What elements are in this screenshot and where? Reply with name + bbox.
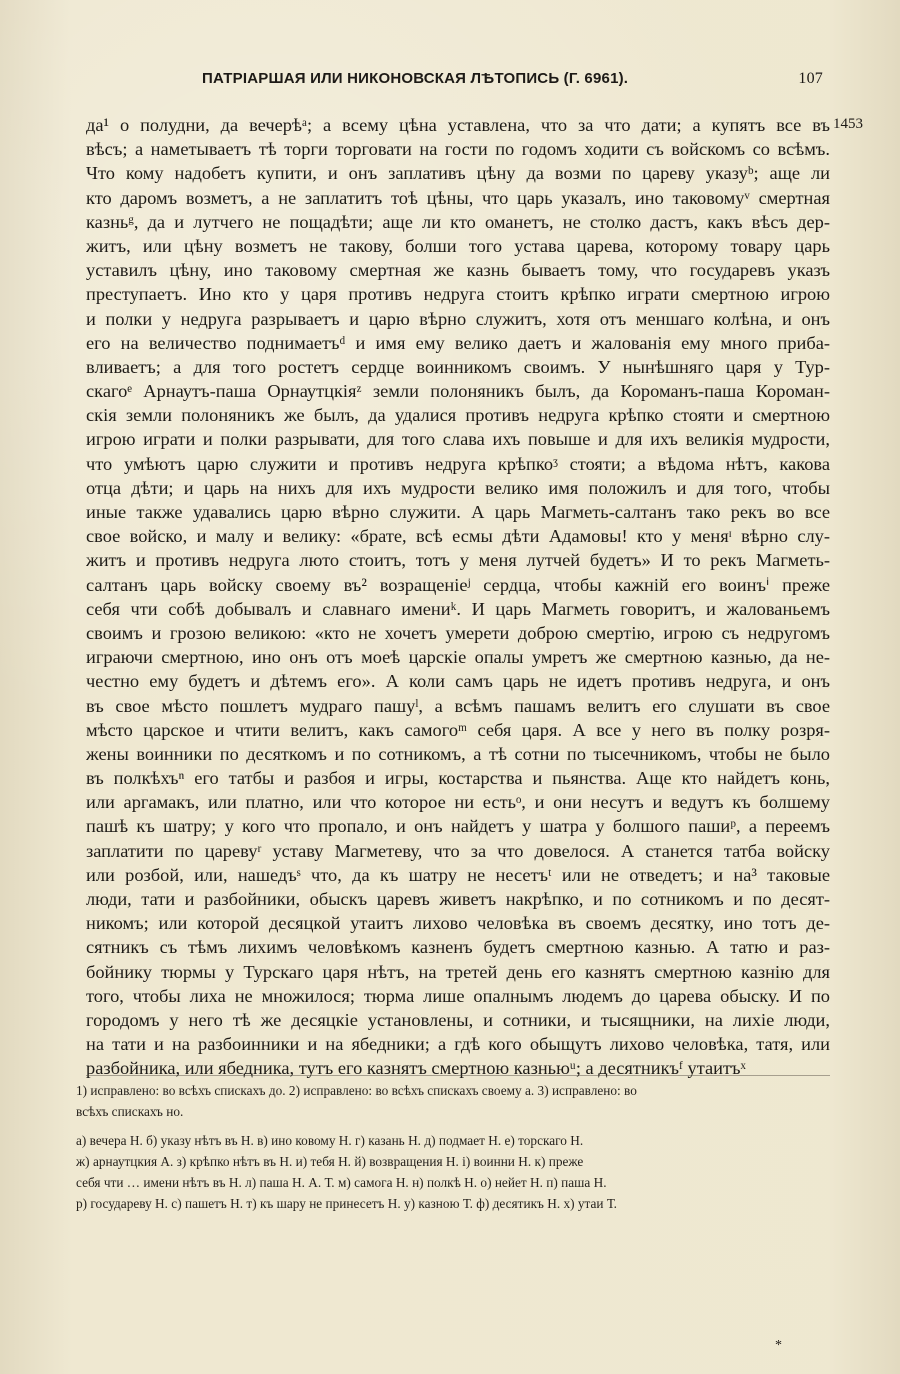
text-line: бойнику тюрмы у Турскаго царя нѣтъ, на третей день его казнятъ смертною казнію для: [86, 961, 830, 982]
text-line: что умѣютъ царю служити и противъ недруга крѣпкоᶾ стояти; а вѣдома нѣтъ, какова: [86, 453, 830, 474]
lettered-footnotes: [76, 1130, 836, 1214]
text-line: того, чтобы лиха не множилося; тюрма лише опалнымъ людемъ до царева обыску. И по: [86, 985, 830, 1006]
text-line: игрою играти и полки разрывати, для того слава ихъ повыше и для ихъ великія мудрости,: [86, 429, 830, 450]
text-line: честно ему будетъ и дѣтемъ его». А коли самъ царь не идетъ противъ недруга, и онъ: [86, 671, 830, 692]
text-line: мѣсто царское и чтити велитъ, какъ самогоᵐ себя царя. А все у него въ полку розря-: [86, 719, 830, 740]
text-line: въ полкѣхъⁿ его татбы и разбоя и игры, костарства и пьянства. Аще кто найдетъ конь,: [86, 768, 830, 789]
page-header: [86, 70, 826, 94]
text-line: играючи смертною, ино онъ отъ моеѣ царскіе опалы умретъ же смертною казнью, да не-: [86, 647, 830, 668]
text-line: скагоᵉ Арнаутъ-паша Орнаутцкіяᶻ земли полоняникъ былъ, да Короманъ-паша Короман-: [86, 381, 830, 402]
signature-mark: *: [775, 1338, 782, 1353]
text-line: преступаетъ. Ино кто у царя противъ недруга стоитъ крѣпко играти смертною игрою: [86, 284, 830, 305]
text-line: иные также удавались царю вѣрно служити. А царь Магметь-салтанъ тако рекъ во все: [86, 502, 830, 522]
text-line: жены воинники по десяткомъ и по сотникомъ, а тѣ сотни по тысечникомъ, чтобы не было: [86, 743, 830, 764]
text-line: житъ и противъ недруга люто стоитъ, тотъ у меня лутчей будетъ» И то рекъ Магметь-: [86, 550, 830, 571]
text-line: или аргамакъ, или платно, или что которое ни естьᵒ, и они несутъ и ведутъ къ болшему: [86, 792, 830, 813]
text-line: Что кому надобетъ купити, и онъ заплативъ цѣну да возми по цареву указуᵇ; аще ли: [86, 163, 830, 184]
footnotes: [76, 1080, 836, 1222]
page-number: 107: [798, 70, 823, 87]
text-line: кто даромъ возметъ, а не заплатитъ тоѣ цѣны, что царь указалъ, ино таковомуᵛ смертная: [86, 187, 830, 208]
main-text: [86, 113, 830, 1081]
text-line: уставилъ цѣну, ино таковому смертная же казнь бываетъ тому, что государевъ указъ: [86, 260, 830, 281]
text-line: себя чти собѣ добывалъ и славнаго имениᵏ. И царь Магметь говоритъ, и жалованьемъ: [86, 598, 830, 619]
text-line: люди, тати и разбойники, обыскъ царевъ живетъ накрѣпко, и по сотникомъ и по десят-: [86, 889, 830, 909]
text-line: отца дѣти; и царь на нихъ для ихъ мудрости велико имя положилъ и для того, чтобы: [86, 477, 830, 498]
footnote-divider: [86, 1075, 830, 1076]
text-line: пашѣ къ шатру; у кого что пропало, и онъ найдетъ у шатра у болшого пашиᵖ, а переемъ: [86, 816, 830, 837]
text-line: сятникъ съ тѣмъ лихимъ человѣкомъ казненъ будетъ смертною казнью. А татю и раз-: [86, 937, 830, 958]
footnote-line: 1) исправлено: во всѣхъ спискахъ до. 2) исправлено: во всѣхъ спискахъ своему а. 3) исправлено: во: [76, 1083, 637, 1098]
footnote-line: себя чти … имени нѣтъ въ Н. л) паша Н. А. Т. м) самога Н. н) полкѣ Н. о) нейет Н. п) паша Н.: [76, 1175, 607, 1190]
running-title: ПАТРІАРШАЯ ИЛИ НИКОНОВСКАЯ ЛѢТОПИСЬ (Г. 6961).: [202, 70, 629, 87]
text-line: на тати и на разбоинники и на ябедники; а гдѣ кого обыщутъ лихово человѣка, татя, или: [86, 1034, 830, 1055]
text-line: заплатити по царевуʳ уставу Магметеву, что за что довелося. А станется татба войску: [86, 840, 830, 861]
text-line: въ свое мѣсто пошлетъ мудраго пашуˡ, а всѣмъ пашамъ велитъ его слушати въ свое: [86, 695, 830, 716]
text-line: да¹ о полудни, да вечерѣᵃ; а всему цѣна уставлена, что за что дати; а купятъ все въ: [86, 115, 830, 135]
text-line: его на величество поднимаетъᵈ и имя ему велико даетъ и жалованія ему много приба-: [86, 332, 830, 353]
text-line: никомъ; или которой десяцкой утаитъ лихово человѣка въ своемъ десятку, ино тотъ де-: [86, 913, 830, 934]
text-line: своимъ и грозою великою: «кто не хочетъ умерети доброю смертію, игрою съ недругомъ: [86, 622, 830, 643]
text-line: и полки у недруга разрываетъ и царю вѣрно служитъ, хотя отъ меншаго колѣна, и онъ: [86, 308, 830, 329]
footnote-line: ж) арнаутцкия А. з) крѣпко нѣтъ въ Н. и) тебя Н. й) возвращения Н. і) воинни Н. к) преже: [76, 1154, 584, 1169]
footnote-line: всѣхъ спискахъ но.: [76, 1104, 184, 1119]
margin-year: 1453: [833, 116, 863, 132]
footnote-line: а) вечера Н. б) указу нѣтъ въ Н. в) ино ковому Н. г) казань Н. д) подмает Н. е) торскаго Н.: [76, 1133, 584, 1148]
text-line: скія земли полоняникъ же былъ, да удалися противъ недруга крѣпко стояти и смертною: [86, 405, 830, 426]
text-line: житъ, или цѣну возметъ не такову, болши того устава царева, которому товару царь: [86, 235, 830, 256]
text-line: городомъ у него тѣ же десяцкіе установлены, и сотники, и тысящники, на лихіе люди,: [86, 1009, 830, 1030]
text-line: вѣсъ; а наметываетъ тѣ торги торговати на гости по годомъ ходити съ войскомъ со всѣмъ.: [86, 139, 830, 160]
text-line: салтанъ царь войску своему въ² возращеніеʲ сердца, чтобы кажній его воинъⁱ преже: [86, 574, 830, 595]
text-line: вливаетъ; а для того ростетъ сердце воинникомъ своимъ. У нынѣшняго царя у Тур-: [86, 356, 830, 377]
footnote-line: р) государеву Н. с) пашетъ Н. т) къ шару не принесетъ Н. у) казною Т. ф) десятикъ Н. х) утаи Т.: [76, 1196, 617, 1211]
text-line: или розбой, или, нашедъˢ что, да къ шатру не несетъᵗ или не отведетъ; и на³ таковые: [86, 864, 830, 885]
text-line: свое войско, и малу и велику: «брате, всѣ есмы дѣти Адамовы! кто у меняᶦ вѣрно слу-: [86, 526, 830, 547]
text-line: разбойника, или ябедника, тутъ его казнятъ смертною казньюᵘ; а десятникъᶠ утаитъˣ: [86, 1058, 746, 1079]
numeric-footnotes: [76, 1080, 836, 1122]
text-line: казньᵍ, да и лутчего не пощадѣти; аще ли кто оманетъ, не столко дастъ, какъ вѣсъ дер-: [86, 211, 830, 232]
